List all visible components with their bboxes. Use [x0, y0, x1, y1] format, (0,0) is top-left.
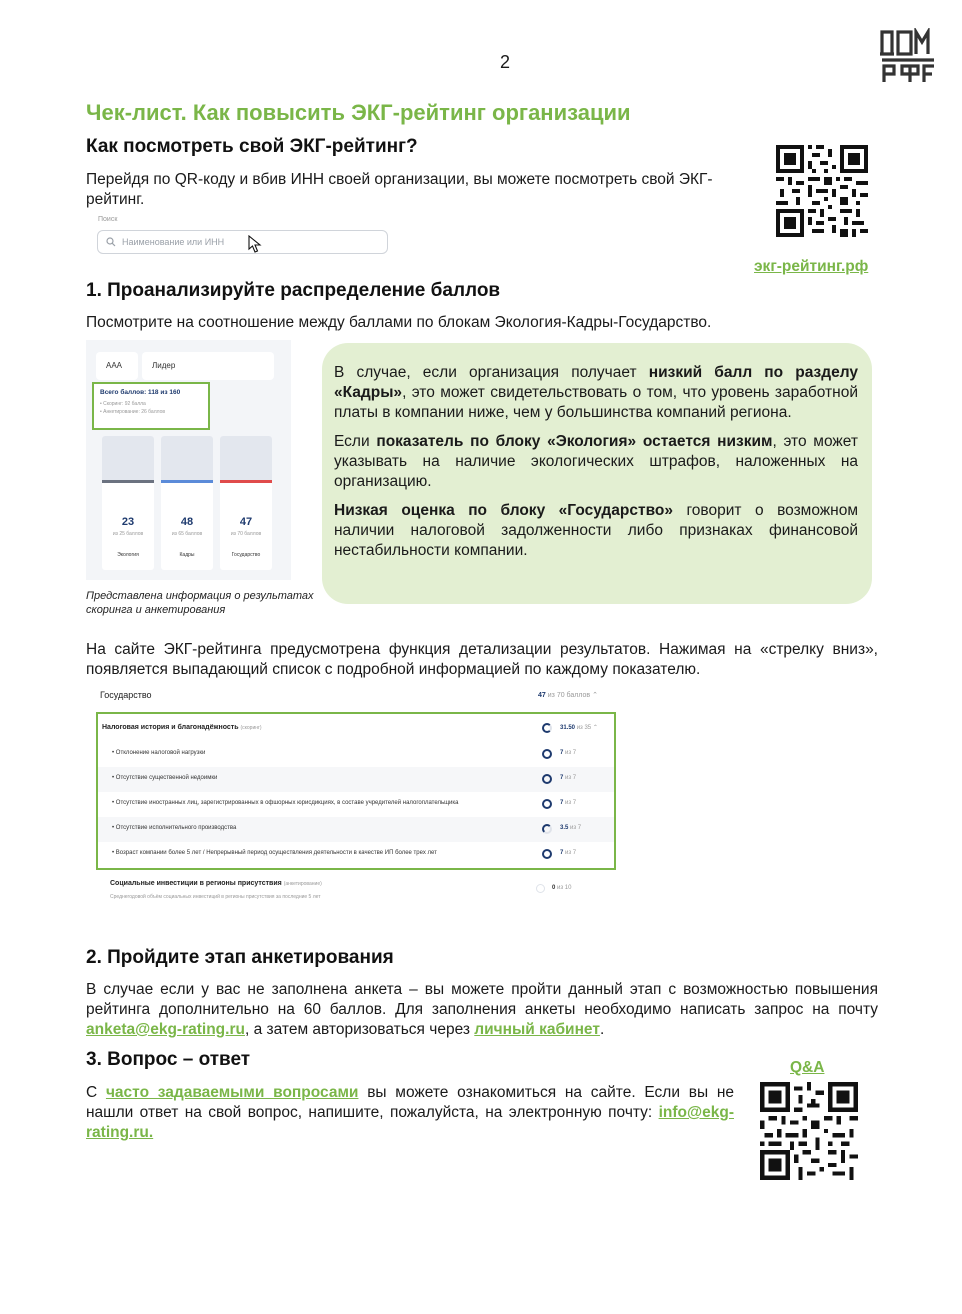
table-row: • Отсутствие существенной недоимки 7 из 7 [98, 767, 614, 792]
block-column-staff [161, 436, 213, 570]
faq-link[interactable]: часто задаваемыми вопросами [105, 1084, 359, 1101]
anketa-email-link[interactable]: anketa@ekg-rating.ru [86, 1021, 245, 1038]
total-score: Всего баллов: 118 из 160 [100, 389, 181, 396]
search-input[interactable] [97, 230, 388, 254]
section2-heading: 2. Пройдите этап анкетирования [86, 947, 394, 968]
advice-staff: В случае, если организация получает низкий балл по разделу «Кадры», это может свидетельствовать о том, что уровень заработной платы в компании ниже, чем у большинства компаний региона. [334, 364, 858, 421]
block-value: 47 [239, 516, 253, 528]
intro-text: Перейдя по QR-коду и вбив ИНН своей организации, вы можете посмотреть свой ЭКГ-рейтинг. [86, 171, 713, 208]
search-icon [106, 237, 116, 247]
social-investment-title: Социальные инвестиции в регионы присутствия (анкетирование) [110, 880, 322, 887]
detail-screenshot [86, 684, 618, 912]
ekg-site-link[interactable]: экг-рейтинг.рф [754, 258, 869, 275]
section1-text: Посмотрите на соотношение между баллами по блокам Экология-Кадры-Государство. [86, 314, 712, 331]
section1-heading: 1. Проанализируйте распределение баллов [86, 280, 501, 301]
section3-text: С часто задаваемыми вопросами вы можете ознакомиться на сайте. Если вы не нашли ответ на свой вопрос, напишите, пожалуйста, на электронную почту: info@ekg-rating.ru. [86, 1084, 735, 1141]
progress-ring-icon [542, 849, 552, 859]
rating-class: AAA [96, 352, 138, 380]
detail-block-score: 47 из 70 баллов ⌃ [538, 692, 598, 699]
rating-status: Лидер [142, 352, 274, 380]
social-investment-score: 0 из 10 [552, 885, 572, 891]
progress-ring-icon [542, 774, 552, 784]
chevron-up-icon: ⌃ [592, 725, 598, 731]
info-email-link[interactable]: info@ekg-rating.ru. [86, 1104, 734, 1141]
qr-code-icon [776, 145, 868, 237]
advice-state: Низкая оценка по блоку «Государство» говорит о возможном наличии налоговой задолженности либо признаках финансовой нестабильности компании. [334, 502, 858, 559]
advice-ecology: Если показатель по блоку «Экология» остается низким, это может указывать на наличие экологических штрафов, наложенных на организацию. [334, 433, 858, 490]
chevron-up-icon[interactable]: ⌃ [592, 692, 598, 699]
qa-link[interactable]: Q&A [790, 1059, 825, 1076]
progress-ring-icon [542, 824, 552, 834]
scoring-points: • Скоринг: 92 балла [100, 401, 146, 407]
section2-text: В случае если у вас не заполнена анкета – вы можете пройти данный этап с возможностью повышения рейтинга дополнительно на 60 баллов. Для заполнения анкеты необходимо написать запрос на почту anketa@ekg-rating.ru, а затем авторизоваться через личный кабинет. [86, 981, 878, 1038]
dom-rf-logo [878, 28, 938, 84]
group-score: 31.50 из 35 ⌃ [560, 725, 598, 731]
progress-ring-icon [542, 799, 552, 809]
table-row: • Отклонение налоговой нагрузки 7 из 7 [98, 742, 614, 767]
block-bar [102, 480, 154, 483]
detail-block-title: Государство [100, 690, 152, 700]
search-label: Поиск [98, 216, 118, 223]
page-title: Чек-лист. Как повысить ЭКГ-рейтинг организации [86, 100, 631, 125]
progress-ring-icon [536, 884, 545, 893]
block-max: из 65 баллов [171, 531, 203, 537]
table-row: • Отсутствие исполнительного производства 3.5 из 7 [98, 817, 614, 842]
block-max: из 70 баллов [230, 531, 262, 537]
block-bar [220, 480, 272, 483]
qa-qr-code-icon [760, 1082, 858, 1180]
block-bar [161, 480, 213, 483]
block-value: 23 [121, 516, 135, 528]
survey-points: • Анкетирование: 26 баллов [100, 409, 166, 415]
detail-group [96, 712, 616, 870]
table-row: • Возраст компании более 5 лет / Непрерывный период осуществления деятельности в качестве ИП более трех лет 7 из 7 [98, 842, 614, 867]
block-column-state [220, 436, 272, 570]
group-row[interactable] [98, 716, 614, 741]
block-column-ecology [102, 436, 154, 570]
total-score-box [92, 382, 210, 430]
detail-text: На сайте ЭКГ-рейтинга предусмотрена функция детализации результатов. Нажимая на «стрелку вниз», появляется выпадающий список с подробной информацией по каждому показателю. [86, 641, 878, 678]
intro-heading: Как посмотреть свой ЭКГ-рейтинг? [86, 136, 418, 157]
block-value: 48 [180, 516, 194, 528]
score-card-caption: Представлена информация о результатах скоринга и анкетирования [86, 590, 314, 616]
mouse-cursor-icon [248, 235, 264, 253]
block-label: Государство [231, 552, 261, 558]
cabinet-link[interactable]: личный кабинет [474, 1021, 600, 1038]
advice-box [322, 343, 872, 604]
page-number: 2 [499, 52, 510, 72]
block-label: Экология [117, 552, 139, 558]
block-label: Кадры [179, 552, 195, 558]
progress-ring-icon [542, 723, 552, 733]
progress-ring-icon [542, 749, 552, 759]
table-row: • Отсутствие иностранных лиц, зарегистрированных в офшорных юрисдикциях, в составе учредителей налогоплательщика 7 из 7 [98, 792, 614, 817]
score-card-screenshot [86, 340, 291, 580]
block-max: из 25 баллов [112, 531, 144, 537]
section3-heading: 3. Вопрос – ответ [86, 1049, 251, 1070]
social-investment-subtitle: Среднегодовой объём социальных инвестиций в регионы присутствия за последние 5 лет [110, 894, 321, 900]
group-title: Налоговая история и благонадёжность (скоринг) [102, 724, 262, 731]
search-placeholder: Наименование или ИНН [122, 237, 225, 247]
